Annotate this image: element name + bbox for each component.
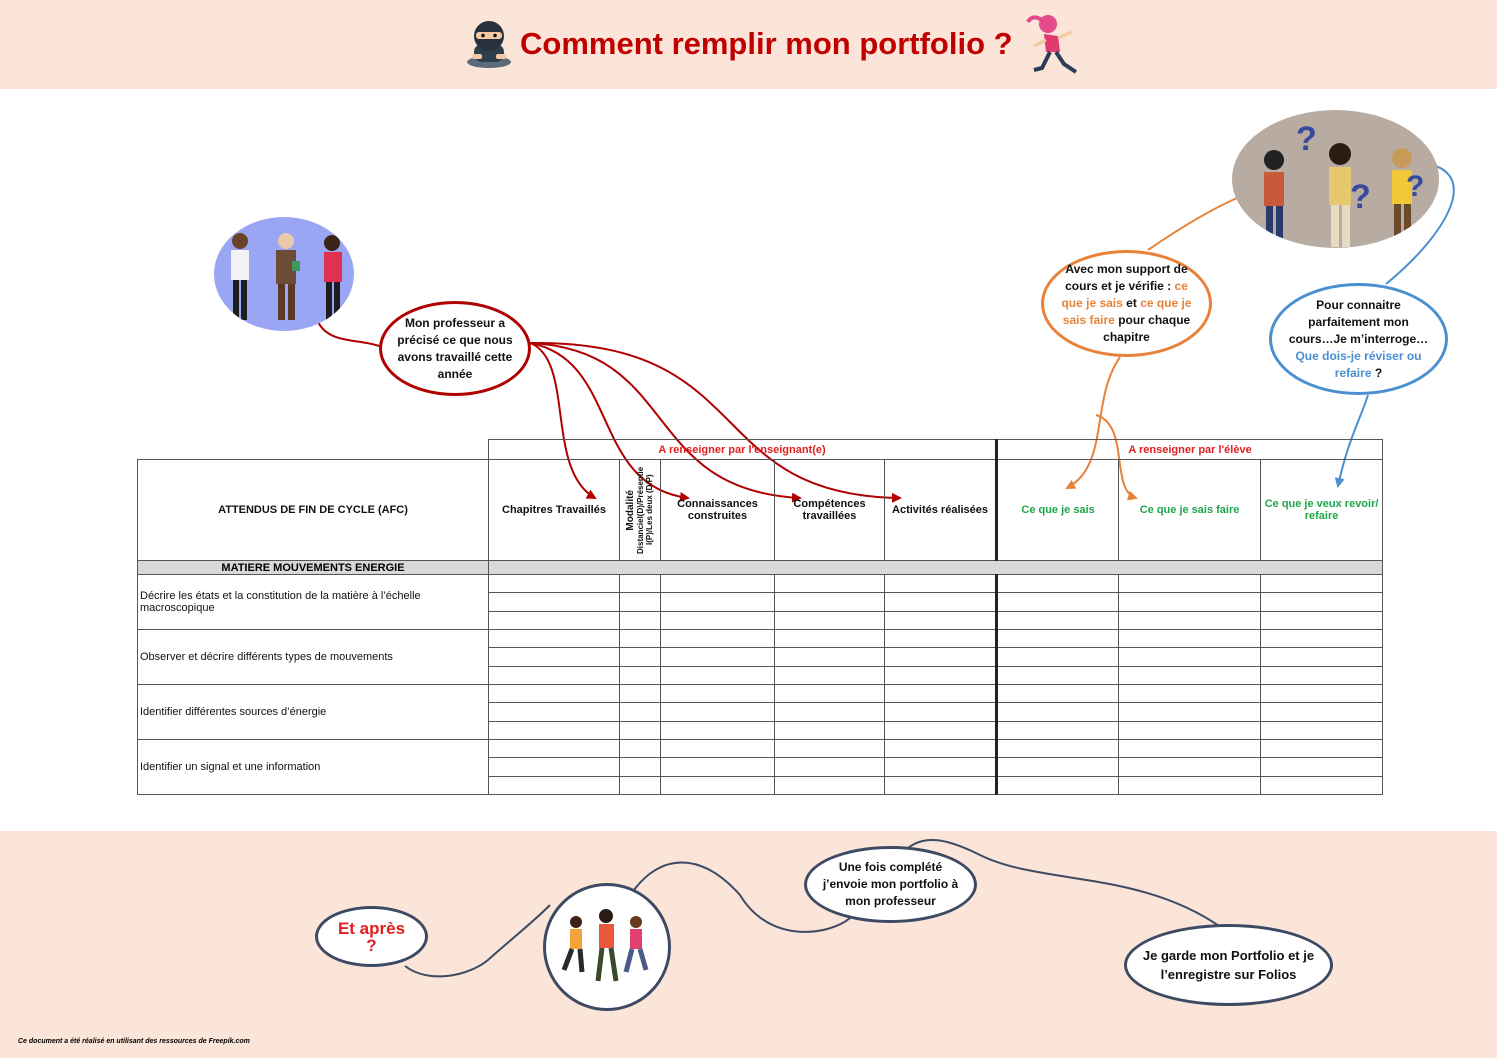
- col-sais-faire: Ce que je sais faire: [1119, 460, 1261, 561]
- table-cell[interactable]: [661, 777, 775, 795]
- svg-text:?: ?: [1350, 178, 1371, 216]
- table-cell[interactable]: [620, 740, 661, 758]
- table-cell[interactable]: [661, 630, 775, 648]
- table-cell[interactable]: [1261, 758, 1383, 777]
- table-cell[interactable]: [885, 758, 997, 777]
- teacher-bubble: [379, 301, 531, 396]
- table-cell[interactable]: [1261, 685, 1383, 703]
- table-cell[interactable]: [489, 593, 620, 612]
- student-band: A renseigner par l'élève: [997, 440, 1383, 460]
- table-cell[interactable]: [997, 722, 1119, 740]
- table-cell[interactable]: [1119, 630, 1261, 648]
- table-cell[interactable]: [489, 740, 620, 758]
- afc-rows: [138, 575, 1383, 795]
- table-cell[interactable]: [775, 667, 885, 685]
- table-cell[interactable]: [489, 685, 620, 703]
- credit-note: Ce document a été réalisé en utilisant des ressources de Freepik.com: [18, 1038, 250, 1045]
- table-cell[interactable]: [661, 593, 775, 612]
- support-bubble: [1041, 250, 1212, 357]
- keep-bubble-text: Je garde mon Portfolio et je l’enregistre sur Folios: [1142, 948, 1315, 982]
- table-cell[interactable]: [1261, 630, 1383, 648]
- table-cell[interactable]: [1119, 777, 1261, 795]
- col-modalite: [620, 460, 661, 561]
- afc-label: Observer et décrire différents types de mouvements: [138, 630, 489, 685]
- table-cell[interactable]: [1119, 740, 1261, 758]
- table-cell[interactable]: [620, 667, 661, 685]
- table-cell[interactable]: [1261, 777, 1383, 795]
- table-cell[interactable]: [775, 593, 885, 612]
- table-cell[interactable]: [489, 758, 620, 777]
- table-cell[interactable]: [1261, 703, 1383, 722]
- table-cell[interactable]: [620, 758, 661, 777]
- table-cell[interactable]: [1119, 612, 1261, 630]
- table-cell[interactable]: [885, 575, 997, 593]
- table-cell[interactable]: [489, 722, 620, 740]
- table-cell[interactable]: [997, 758, 1119, 777]
- keep-bubble: [1124, 924, 1333, 1006]
- col-modalite-title: Modalité: [625, 489, 636, 531]
- col-afc: ATTENDUS DE FIN DE CYCLE (AFC): [138, 460, 489, 561]
- table-cell[interactable]: [775, 648, 885, 667]
- table-cell[interactable]: [661, 703, 775, 722]
- col-activites: Activités réalisées: [885, 460, 997, 561]
- table-cell[interactable]: [885, 703, 997, 722]
- table-cell[interactable]: [885, 667, 997, 685]
- table-cell[interactable]: [885, 648, 997, 667]
- afc-label: Identifier un signal et une information: [138, 740, 489, 795]
- table-cell[interactable]: [997, 703, 1119, 722]
- table-cell[interactable]: [885, 630, 997, 648]
- afc-label: Identifier différentes sources d’énergie: [138, 685, 489, 740]
- col-competences: Compétences travaillées: [775, 460, 885, 561]
- table-cell[interactable]: [1119, 703, 1261, 722]
- runner-girl-icon: [1024, 12, 1080, 78]
- portfolio-table: [137, 439, 1383, 795]
- table-cell[interactable]: [885, 593, 997, 612]
- table-header-row: [138, 460, 1383, 561]
- send-bubble-text: Une fois complété j’envoie mon portfolio à mon professeur: [822, 860, 959, 908]
- afc-label: Décrire les états et la constitution de la matière à l’échelle macroscopique: [138, 575, 489, 630]
- table-cell[interactable]: [775, 630, 885, 648]
- table-cell[interactable]: [997, 777, 1119, 795]
- col-connaissances: Connaissances construites: [661, 460, 775, 561]
- table-cell[interactable]: [1261, 740, 1383, 758]
- table-band-row: [138, 440, 1383, 460]
- table-cell[interactable]: [620, 685, 661, 703]
- ninja-icon: [462, 16, 516, 70]
- revise-bubble: [1269, 283, 1448, 395]
- table-cell[interactable]: [775, 777, 885, 795]
- after-bubble: [315, 906, 428, 967]
- table-cell[interactable]: [1261, 593, 1383, 612]
- teacher-bubble-text: Mon professeur a précisé ce que nous avons travaillé cette année: [397, 315, 513, 381]
- section-label: MATIERE MOUVEMENTS ENERGIE: [138, 561, 489, 575]
- table-cell[interactable]: [620, 612, 661, 630]
- section-row: [138, 561, 1383, 575]
- table-cell[interactable]: [775, 758, 885, 777]
- table-cell[interactable]: [775, 685, 885, 703]
- teachers-illustration: [214, 217, 354, 331]
- table-cell[interactable]: [775, 575, 885, 593]
- table-cell[interactable]: [661, 648, 775, 667]
- table-cell[interactable]: [1119, 667, 1261, 685]
- table-cell[interactable]: [885, 685, 997, 703]
- table-cell[interactable]: [775, 703, 885, 722]
- col-chapitres: Chapitres Travaillés: [489, 460, 620, 561]
- page-title: Comment remplir mon portfolio ?: [520, 26, 1013, 61]
- table-cell[interactable]: [489, 630, 620, 648]
- table-cell[interactable]: [885, 722, 997, 740]
- support-bubble-text: Avec mon support de cours et je vérifie : ce que je sais et ce que je sais faire pour chaque chapitre: [1061, 262, 1192, 344]
- table-cell[interactable]: [1119, 575, 1261, 593]
- table-cell[interactable]: [620, 593, 661, 612]
- table-cell[interactable]: [1119, 758, 1261, 777]
- table-cell[interactable]: [1261, 667, 1383, 685]
- table-cell[interactable]: [1261, 648, 1383, 667]
- table-cell[interactable]: [661, 685, 775, 703]
- table-cell[interactable]: [997, 740, 1119, 758]
- table-cell[interactable]: [997, 667, 1119, 685]
- table-cell[interactable]: [620, 648, 661, 667]
- table-cell[interactable]: [775, 740, 885, 758]
- table-row: [138, 685, 1383, 703]
- table-cell[interactable]: [489, 648, 620, 667]
- table-cell[interactable]: [489, 575, 620, 593]
- table-row: [138, 630, 1383, 648]
- table-cell[interactable]: [1119, 648, 1261, 667]
- table-cell[interactable]: [1261, 575, 1383, 593]
- table-cell[interactable]: [997, 593, 1119, 612]
- table-cell[interactable]: [661, 740, 775, 758]
- table-cell[interactable]: [775, 722, 885, 740]
- table-cell[interactable]: [620, 722, 661, 740]
- col-sais: Ce que je sais: [997, 460, 1119, 561]
- table-cell[interactable]: [997, 630, 1119, 648]
- table-cell[interactable]: [997, 648, 1119, 667]
- teacher-band: A renseigner par l'enseignant(e): [489, 440, 997, 460]
- jumping-figures: [546, 886, 668, 1008]
- jumping-students-illustration: [543, 883, 671, 1011]
- table-cell[interactable]: [997, 685, 1119, 703]
- table-cell[interactable]: [661, 722, 775, 740]
- table-cell[interactable]: [661, 612, 775, 630]
- students-figures: [1232, 110, 1439, 248]
- table-row: [138, 740, 1383, 758]
- table-row: [138, 575, 1383, 593]
- table-cell[interactable]: [620, 575, 661, 593]
- col-revoir: Ce que je veux revoir/ refaire: [1261, 460, 1383, 561]
- svg-text:?: ?: [1296, 120, 1317, 158]
- teachers-figures: [214, 217, 354, 331]
- table-cell[interactable]: [1119, 593, 1261, 612]
- table-cell[interactable]: [620, 703, 661, 722]
- table-cell[interactable]: [661, 758, 775, 777]
- table-cell[interactable]: [1119, 685, 1261, 703]
- table-cell[interactable]: [661, 575, 775, 593]
- col-modalite-sub: Distanciel(D)/Présentie l(P)/Les deux (D/P): [636, 466, 654, 554]
- send-bubble: [804, 846, 977, 923]
- students-questioning-illustration: [1232, 110, 1439, 248]
- table-cell[interactable]: [885, 740, 997, 758]
- table-cell[interactable]: [997, 575, 1119, 593]
- table-cell[interactable]: [1261, 612, 1383, 630]
- table-cell[interactable]: [489, 777, 620, 795]
- table-cell[interactable]: [489, 703, 620, 722]
- table-cell[interactable]: [620, 777, 661, 795]
- table-cell[interactable]: [885, 612, 997, 630]
- after-bubble-text: Et après ?: [337, 918, 406, 955]
- table-cell[interactable]: [489, 667, 620, 685]
- table-cell[interactable]: [661, 667, 775, 685]
- table-cell[interactable]: [885, 777, 997, 795]
- table-cell[interactable]: [997, 612, 1119, 630]
- revise-bubble-text: Pour connaitre parfaitement mon cours…Je m’interroge…Que dois-je réviser ou refaire ?: [1288, 297, 1429, 380]
- table-cell[interactable]: [1119, 722, 1261, 740]
- table-cell[interactable]: [775, 612, 885, 630]
- table-cell[interactable]: [489, 612, 620, 630]
- table-cell[interactable]: [1261, 722, 1383, 740]
- table-cell[interactable]: [620, 630, 661, 648]
- svg-text:?: ?: [1406, 170, 1425, 203]
